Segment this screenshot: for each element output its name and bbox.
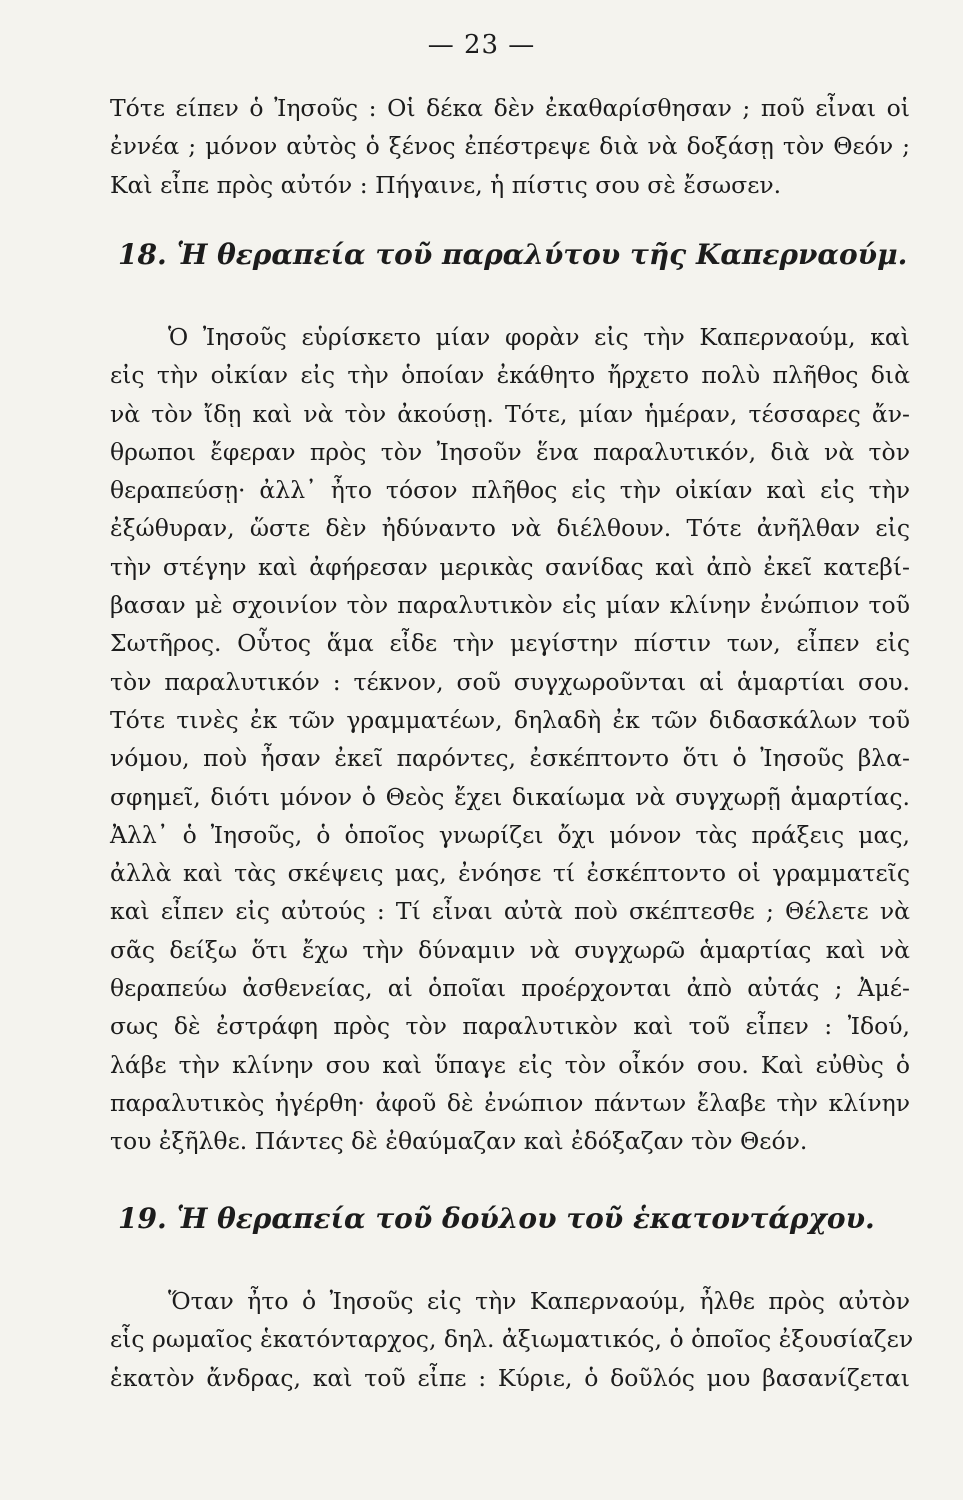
text-line: λάβε τὴν κλίνην σου καὶ ὕπαγε εἰς τὸν οἶκόν σου. Καὶ εὐθὺς ὁ — [110, 1050, 910, 1079]
text-line: ἑκατὸν ἄνδρας, καὶ τοῦ εἶπε : Κύριε, ὁ δοῦλός μου βασανίζεται — [110, 1363, 910, 1392]
section-number: 18. — [118, 238, 167, 271]
section-19-heading — [118, 1202, 918, 1235]
page-number: — 23 — — [427, 30, 536, 60]
text-line: θεραπεύω ἀσθενείας, αἱ ὁποῖαι προέρχονται ἀπὸ αὐτάς ; Ἀμέ- — [110, 974, 910, 1003]
text-line: σᾶς δείξω ὅτι ἔχω τὴν δύναμιν νὰ συγχωρῶ ἁμαρτίας καὶ νὰ — [110, 935, 910, 964]
section-18-heading — [118, 238, 918, 271]
text-line: παραλυτικὸς ἠγέρθη· ἀφοῦ δὲ ἐνώπιον πάντων ἔλαβε τὴν κλίνην — [110, 1088, 910, 1117]
text-line: νὰ τὸν ἴδῃ καὶ νὰ τὸν ἀκούσῃ. Τότε, μίαν ἡμέραν, τέσσαρες ἄν- — [110, 399, 910, 428]
intro-paragraph — [110, 89, 910, 204]
text-line: Τότε είπεν ὁ Ἰησοῦς : Οἱ δέκα δὲν ἐκαθαρίσθησαν ; ποῦ εἶναι οἱ — [110, 94, 910, 122]
text-line: εἰς τὴν οἰκίαν εἰς τὴν ὁποίαν ἐκάθητο ἤρχετο πολὺ πλῆθος διὰ — [110, 361, 910, 390]
text-line: τὸν παραλυτικόν : τέκνον, σοῦ συγχωροῦνται αἱ ἁμαρτίαι σου. — [110, 667, 910, 696]
text-line: του ἐξῆλθε. Πάντες δὲ ἐθαύμαζαν καὶ ἐδόξαζαν τὸν Θεόν. — [110, 1127, 808, 1156]
text-line: Σωτῆρος. Οὗτος ἅμα εἶδε τὴν μεγίστην πίστιν των, εἶπεν εἰς — [110, 629, 910, 658]
text-line: θρωποι ἔφεραν πρὸς τὸν Ἰησοῦν ἕνα παραλυτικόν, διὰ νὰ τὸν — [110, 437, 910, 466]
text-line: Ἀλλ᾽ ὁ Ἰησοῦς, ὁ ὁποῖος γνωρίζει ὄχι μόνον τὰς πράξεις μας, — [110, 820, 910, 849]
section-number: 19. — [118, 1202, 167, 1235]
section-title: Ἡ θεραπεία τοῦ παραλύτου τῆς Καπερναούμ. — [176, 238, 908, 271]
text-line: βασαν μὲ σχοινίον τὸν παραλυτικὸν εἰς μίαν κλίνην ἐνώπιον τοῦ — [110, 591, 910, 620]
text-line: εἷς ρωμαῖος ἑκατόνταρχος, δηλ. ἀξιωματικός, ὁ ὁποῖος ἐξουσίαζεν — [110, 1325, 914, 1354]
section-19-paragraph — [110, 1282, 914, 1397]
section-18-paragraph — [110, 318, 910, 1161]
text-line: τὴν στέγην καὶ ἀφήρεσαν μερικὰς σανίδας καὶ ἀπὸ ἐκεῖ κατεβί- — [110, 552, 910, 581]
text-line: Ὁ Ἰησοῦς εὑρίσκετο μίαν φορὰν εἰς τὴν Καπερναούμ, καὶ — [168, 323, 910, 351]
text-line: σως δὲ ἐστράφη πρὸς τὸν παραλυτικὸν καὶ τοῦ εἶπεν : Ἰδού, — [110, 1012, 910, 1041]
text-line: Καὶ εἶπε πρὸς αὐτόν : Πήγαινε, ἡ πίστις σου σὲ ἔσωσεν. — [110, 170, 782, 199]
section-title: Ἡ θεραπεία τοῦ δούλου τοῦ ἑκατοντάρχου. — [176, 1202, 875, 1235]
text-line: Τότε τινὲς ἐκ τῶν γραμματέων, δηλαδὴ ἐκ τῶν διδασκάλων τοῦ — [110, 705, 910, 734]
text-line: καὶ εἶπεν εἰς αὐτούς : Τί εἶναι αὐτὰ ποὺ σκέπτεσθε ; Θέλετε νὰ — [110, 897, 910, 926]
text-line: ἐξώθυραν, ὥστε δὲν ἠδύναντο νὰ διέλθουν. Τότε ἀνῆλθαν εἰς — [110, 514, 910, 543]
text-line: σφημεῖ, διότι μόνον ὁ Θεὸς ἔχει δικαίωμα νὰ συγχωρῇ ἁμαρτίας. — [110, 782, 910, 811]
text-line: θεραπεύσῃ· ἀλλ᾽ ἦτο τόσον πλῆθος εἰς τὴν οἰκίαν καὶ εἰς τὴν — [110, 476, 910, 505]
text-line: νόμου, ποὺ ἦσαν ἐκεῖ παρόντες, ἐσκέπτοντο ὅτι ὁ Ἰησοῦς βλα- — [110, 744, 910, 773]
text-line: Ὅταν ἦτο ὁ Ἰησοῦς εἰς τὴν Καπερναούμ, ἦλθε πρὸς αὐτὸν — [168, 1287, 910, 1315]
text-line: ἐννέα ; μόνον αὐτὸς ὁ ξένος ἐπέστρεψε διὰ νὰ δοξάσῃ τὸν Θεόν ; — [110, 132, 910, 161]
text-line: ἀλλὰ καὶ τὰς σκέψεις μας, ἐνόησε τί ἐσκέπτοντο οἱ γραμματεῖς — [110, 859, 910, 888]
